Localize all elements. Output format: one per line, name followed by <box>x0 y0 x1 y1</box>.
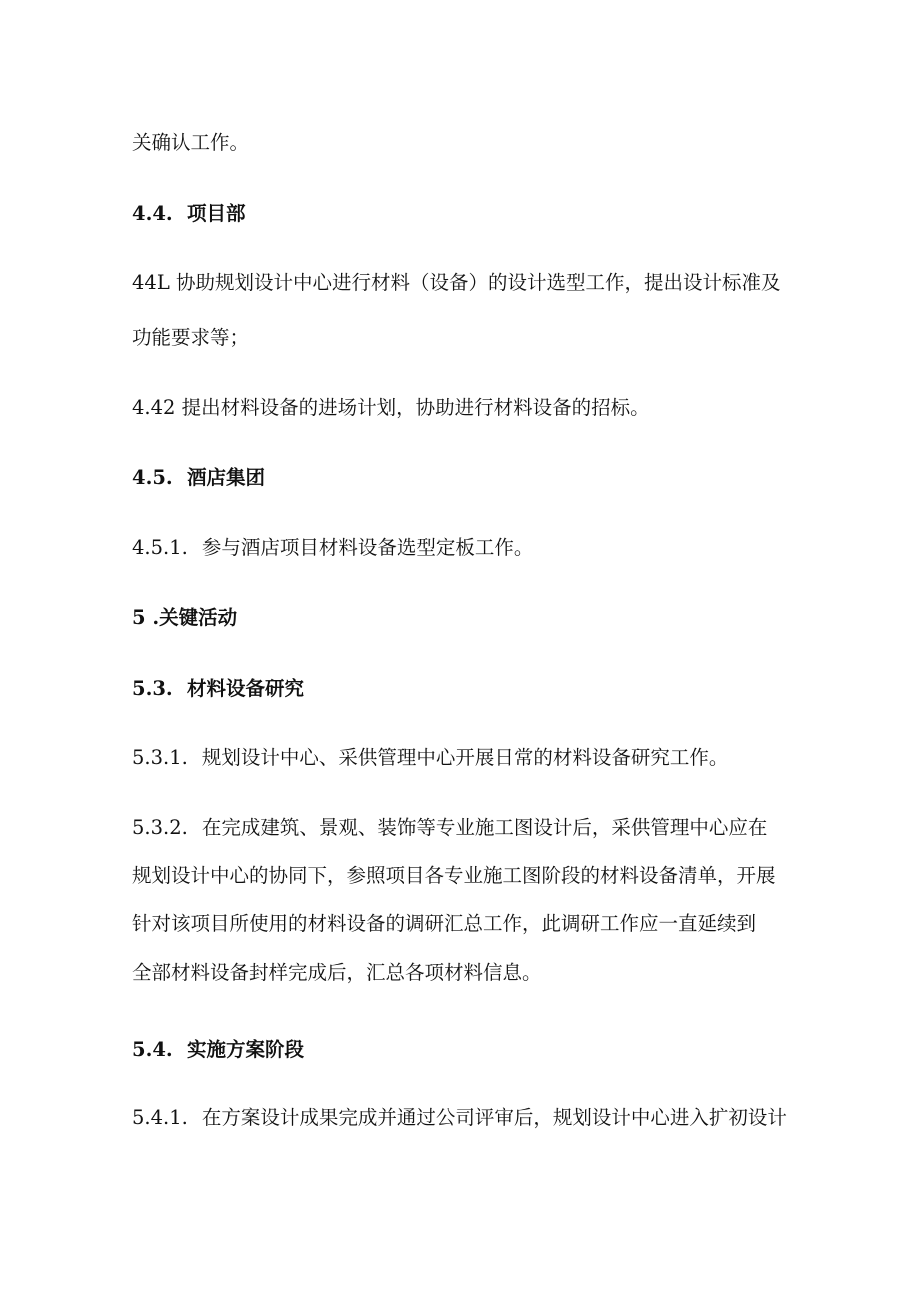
item-number: 5.4.1. <box>132 1106 188 1129</box>
paragraph-continuation: 关确认工作。 <box>132 131 250 154</box>
heading-title: 酒店集团 <box>187 466 266 489</box>
paragraph-4-4-1-line-1: 44L 协助规划设计中心进行材料（设备）的设计选型工作，提出设计标准及 <box>132 271 781 294</box>
heading-title: 实施方案阶段 <box>187 1038 305 1061</box>
item-text: 参与酒店项目材料设备选型定板工作。 <box>201 536 534 559</box>
item-number: 5.3.1. <box>132 746 188 769</box>
paragraph-4-4-1-line-2: 功能要求等； <box>132 326 250 349</box>
item-text: 在方案设计成果完成并通过公司评审后，规划设计中心进入扩初设计 <box>201 1106 787 1129</box>
heading-number: 5.3. <box>132 677 173 700</box>
heading-title: 项目部 <box>187 202 246 225</box>
heading-4-4 <box>132 202 246 226</box>
paragraph-5-3-2-line-3: 针对该项目所使用的材料设备的调研汇总工作，此调研工作应一直延续到 <box>132 912 757 935</box>
paragraph-4-5-1 <box>132 536 533 560</box>
paragraph-5-3-1 <box>132 746 728 770</box>
paragraph-5-3-2-line-4: 全部材料设备封样完成后，汇总各项材料信息。 <box>132 961 542 984</box>
heading-5: 5 .关键活动 <box>132 606 238 629</box>
item-number: 4.5.1. <box>132 536 188 559</box>
paragraph-4-4-2: 4.42 提出材料设备的进场计划，协助进行材料设备的招标。 <box>132 396 650 419</box>
paragraph-5-3-2-line-2: 规划设计中心的协同下，参照项目各专业施工图阶段的材料设备清单，开展 <box>132 864 776 887</box>
item-text: 规划设计中心、采供管理中心开展日常的材料设备研究工作。 <box>201 746 729 769</box>
paragraph-5-3-2-line-1 <box>132 816 767 840</box>
item-number: 5.3.2. <box>132 816 188 839</box>
heading-5-3 <box>132 677 304 701</box>
heading-title: 材料设备研究 <box>187 677 305 700</box>
heading-number: 4.5. <box>132 466 173 489</box>
paragraph-5-4-1 <box>132 1106 787 1130</box>
item-text: 在完成建筑、景观、装饰等专业施工图设计后，采供管理中心应在 <box>201 816 768 839</box>
heading-4-5 <box>132 466 265 490</box>
heading-5-4 <box>132 1038 304 1062</box>
heading-number: 5.4. <box>132 1038 173 1061</box>
heading-number: 4.4. <box>132 202 173 225</box>
